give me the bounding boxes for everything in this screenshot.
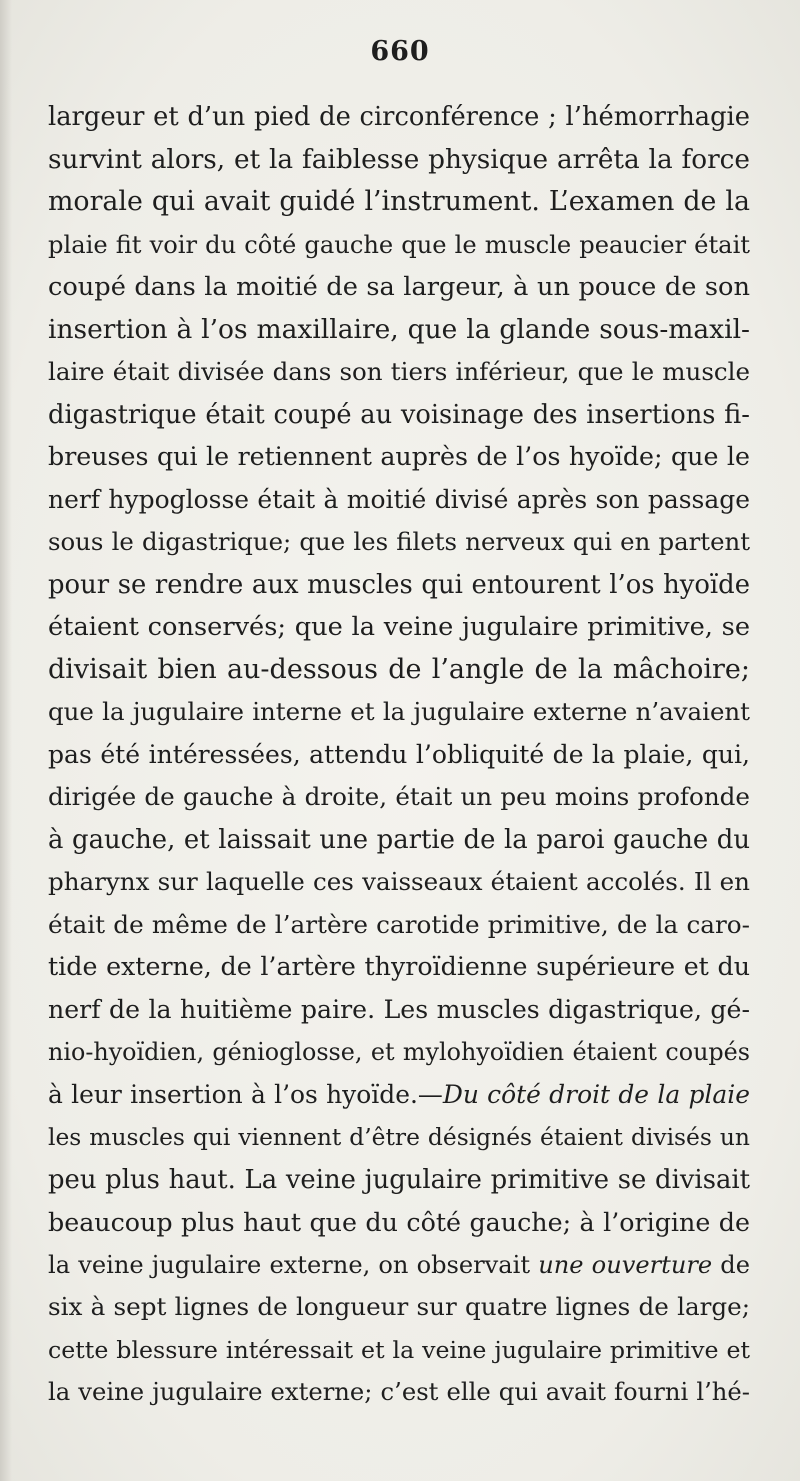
text-line: pour se rendre aux muscles qui entourent l’os hyoïde [48,569,750,600]
text-line: que la jugulaire interne et la jugulaire externe n’avaient [48,697,750,726]
text-line: était de même de l’artère carotide primitive, de la caro- [48,909,750,939]
body-text [48,96,750,1414]
text-segment: de [712,1250,750,1279]
text-line: tide externe, de l’artère thyroïdienne supérieure et du [48,952,750,981]
text-line: breuses qui le retiennent auprès de l’os hyoïde; que le [48,442,750,471]
text-line: morale qui avait guidé l’instrument. L’examen de la [48,186,750,217]
text-line: à gauche, et laissait une partie de la paroi gauche du [48,824,750,855]
text-line: pas été intéressées, attendu l’obliquité de la plaie, qui, [48,739,750,769]
text-line: dirigée de gauche à droite, était un peu moins profonde [48,782,750,811]
text-line: digastrique était coupé au voisinage des insertions fi- [48,399,750,430]
text-line: coupé dans la moitié de sa largeur, à un pouce de son [48,272,750,302]
text-line: six à sept lignes de longueur sur quatre lignes de large; [48,1292,750,1321]
italic-segment: Du côté droit de la plaie [442,1079,750,1109]
page-number: 660 [370,36,430,67]
text-segment: à leur insertion à l’os hyoïde.— [48,1079,443,1109]
text-line: étaient conservés; que la veine jugulaire primitive, se [48,612,750,642]
text-line: nio-hyoïdien, génioglosse, et mylohyoïdien étaient coupés [48,1038,750,1066]
text-line: survint alors, et la faiblesse physique arrêta la force [48,144,750,175]
text-line: divisait bien au-dessous de l’angle de la mâchoire; [48,653,750,685]
text-line: laire était divisée dans son tiers inférieur, que le muscle [48,357,750,386]
text-line: sous le digastrique; que les filets nerveux qui en partent [48,527,750,556]
text-line: cette blessure intéressait et la veine jugulaire primitive et [48,1335,750,1364]
text-line: les muscles qui viennent d’être désignés étaient divisés un [48,1123,750,1151]
text-line: plaie fit voir du côté gauche que le muscle peaucier était [48,230,750,259]
text-line: pharynx sur laquelle ces vaisseaux étaient accolés. Il en [48,867,750,896]
text-line: peu plus haut. La veine jugulaire primitive se divisait [48,1164,750,1195]
text-line: largeur et d’un pied de circonférence ; l’hémorrhagie [48,102,750,132]
text-line-mixed [48,1074,750,1117]
italic-segment: une ouverture [538,1250,713,1279]
text-line: la veine jugulaire externe; c’est elle qui avait fourni l’hé- [48,1377,750,1406]
text-line: beaucoup plus haut que du côté gauche; à l’origine de [48,1207,750,1237]
text-line-mixed [48,1244,750,1287]
text-segment: la veine jugulaire externe, on observait [48,1250,539,1279]
text-line: insertion à l’os maxillaire, que la glande sous-maxil- [48,313,750,345]
text-line: nerf hypoglosse était à moitié divisé après son passage [48,484,750,514]
text-line: nerf de la huitième paire. Les muscles digastrique, gé- [48,994,750,1024]
